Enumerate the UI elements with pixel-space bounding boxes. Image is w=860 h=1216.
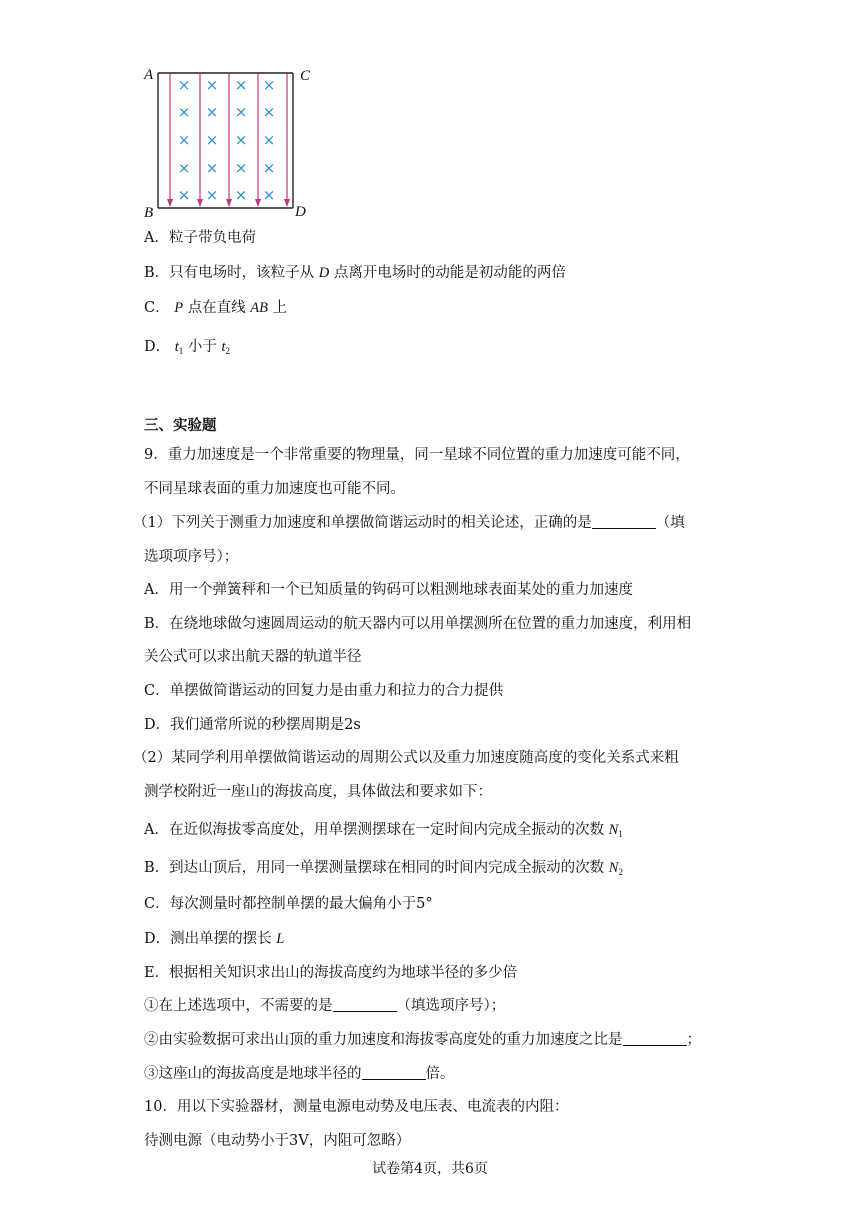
- arrowhead-3: [226, 199, 232, 207]
- q9-subquestion-1: ①在上述选项中，不需要的是 （填选项序号）；: [144, 998, 506, 1014]
- cross-mark: ×: [262, 76, 276, 94]
- q9-step-c: C．每次测量时都控制单摆的最大偏角小于5°: [144, 896, 433, 912]
- corner-label-a: A: [144, 67, 154, 83]
- corner-label-b: B: [144, 205, 154, 221]
- q9-stem-line2: 不同星球表面的重力加速度也可能不同。: [144, 481, 405, 497]
- cross-mark: ×: [262, 103, 276, 121]
- q9-option-c: C．单摆做简谐运动的回复力是由重力和拉力的合力提供: [144, 683, 504, 699]
- cross-mark: ×: [234, 186, 248, 204]
- q9-part1-line2: 选项项序号）；: [144, 549, 239, 565]
- cross-mark: ×: [177, 159, 191, 177]
- q9-option-a: A．用一个弹簧秤和一个已知质量的钩码可以粗测地球表面某处的重力加速度: [144, 582, 633, 598]
- cross-mark: ×: [262, 131, 276, 149]
- cross-mark: ×: [177, 186, 191, 204]
- q9-option-d: D．我们通常所说的秒摆周期是2s: [144, 717, 361, 733]
- cross-mark: ×: [262, 186, 276, 204]
- arrowhead-1: [167, 199, 173, 207]
- section-title: 三、实验题: [144, 417, 217, 434]
- cross-mark: ×: [234, 76, 248, 94]
- q9-step-d: D．测出单摆的摆长 L: [144, 931, 285, 947]
- cross-mark: ×: [234, 159, 248, 177]
- option-8c: C． P 点在直线 AB 上: [144, 300, 288, 316]
- option-8a: A．粒子带负电荷: [144, 230, 256, 246]
- q9-subquestion-3: ③这座山的海拔高度是地球半径的 倍。: [144, 1066, 455, 1082]
- answer-blank: [592, 514, 656, 529]
- answer-blank: [362, 1065, 426, 1080]
- q9-part1-line1: （1）下列关于测重力加速度和单摆做简谐运动时的相关论述，正确的是 （填: [133, 515, 685, 531]
- cross-mark: ×: [205, 76, 219, 94]
- q10-stem: 10．用以下实验器材，测量电源电动势及电压表、电流表的内阻：: [144, 1099, 569, 1115]
- arrowhead-4: [255, 199, 261, 207]
- answer-blank: [623, 1031, 687, 1046]
- magnetic-field-crosses: [178, 76, 276, 204]
- q9-step-a: A．在近似海拔零高度处，用单摆测摆球在一定时间内完成全振动的次数 $N_1$: [144, 822, 623, 839]
- answer-blank: [333, 997, 397, 1012]
- q9-part2-line1: （2）某同学利用单摆做简谐运动的周期公式以及重力加速度随高度的变化关系式来粗: [133, 750, 679, 766]
- q10-item-1: 待测电源（电动势小于3V，内阻可忽略）: [144, 1133, 411, 1149]
- cross-mark: ×: [177, 131, 191, 149]
- corner-label-c: C: [300, 68, 311, 84]
- option-8d: D． $t_1$ 小于 $t_2$: [144, 339, 231, 356]
- arrowhead-5: [284, 199, 290, 207]
- magnetic-field-figure: [140, 64, 330, 224]
- corner-label-d: D: [295, 204, 306, 220]
- cross-mark: ×: [205, 186, 219, 204]
- cross-mark: ×: [205, 159, 219, 177]
- q9-stem-line1: 9．重力加速度是一个非常重要的物理量，同一星球不同位置的重力加速度可能不同，: [144, 447, 690, 463]
- q9-step-b: B．到达山顶后，用同一单摆测量摆球在相同的时间内完成全振动的次数 $N_2$: [144, 860, 623, 877]
- q9-option-b-line1: B．在绕地球做匀速圆周运动的航天器内可以用单摆测所在位置的重力加速度，利用相: [144, 616, 692, 632]
- page-footer: 试卷第4页，共6页: [372, 1161, 488, 1177]
- cross-mark: ×: [205, 131, 219, 149]
- cross-mark: ×: [234, 131, 248, 149]
- option-8b: B．只有电场时，该粒子从 D 点离开电场时的动能是初动能的两倍: [144, 265, 566, 281]
- cross-mark: ×: [177, 103, 191, 121]
- q9-part2-line2: 测学校附近一座山的海拔高度，具体做法和要求如下：: [144, 784, 492, 800]
- q9-subquestion-2: ②由实验数据可求出山顶的重力加速度和海拔零高度处的重力加速度之比是 ；: [144, 1032, 701, 1048]
- q9-option-b-line2: 关公式可以求出航天器的轨道半径: [144, 649, 362, 665]
- cross-mark: ×: [262, 159, 276, 177]
- cross-mark: ×: [205, 103, 219, 121]
- cross-mark: ×: [234, 103, 248, 121]
- arrowhead-2: [197, 199, 203, 207]
- cross-mark: ×: [177, 76, 191, 94]
- q9-step-e: E．根据相关知识求出山的海拔高度约为地球半径的多少倍: [144, 965, 518, 981]
